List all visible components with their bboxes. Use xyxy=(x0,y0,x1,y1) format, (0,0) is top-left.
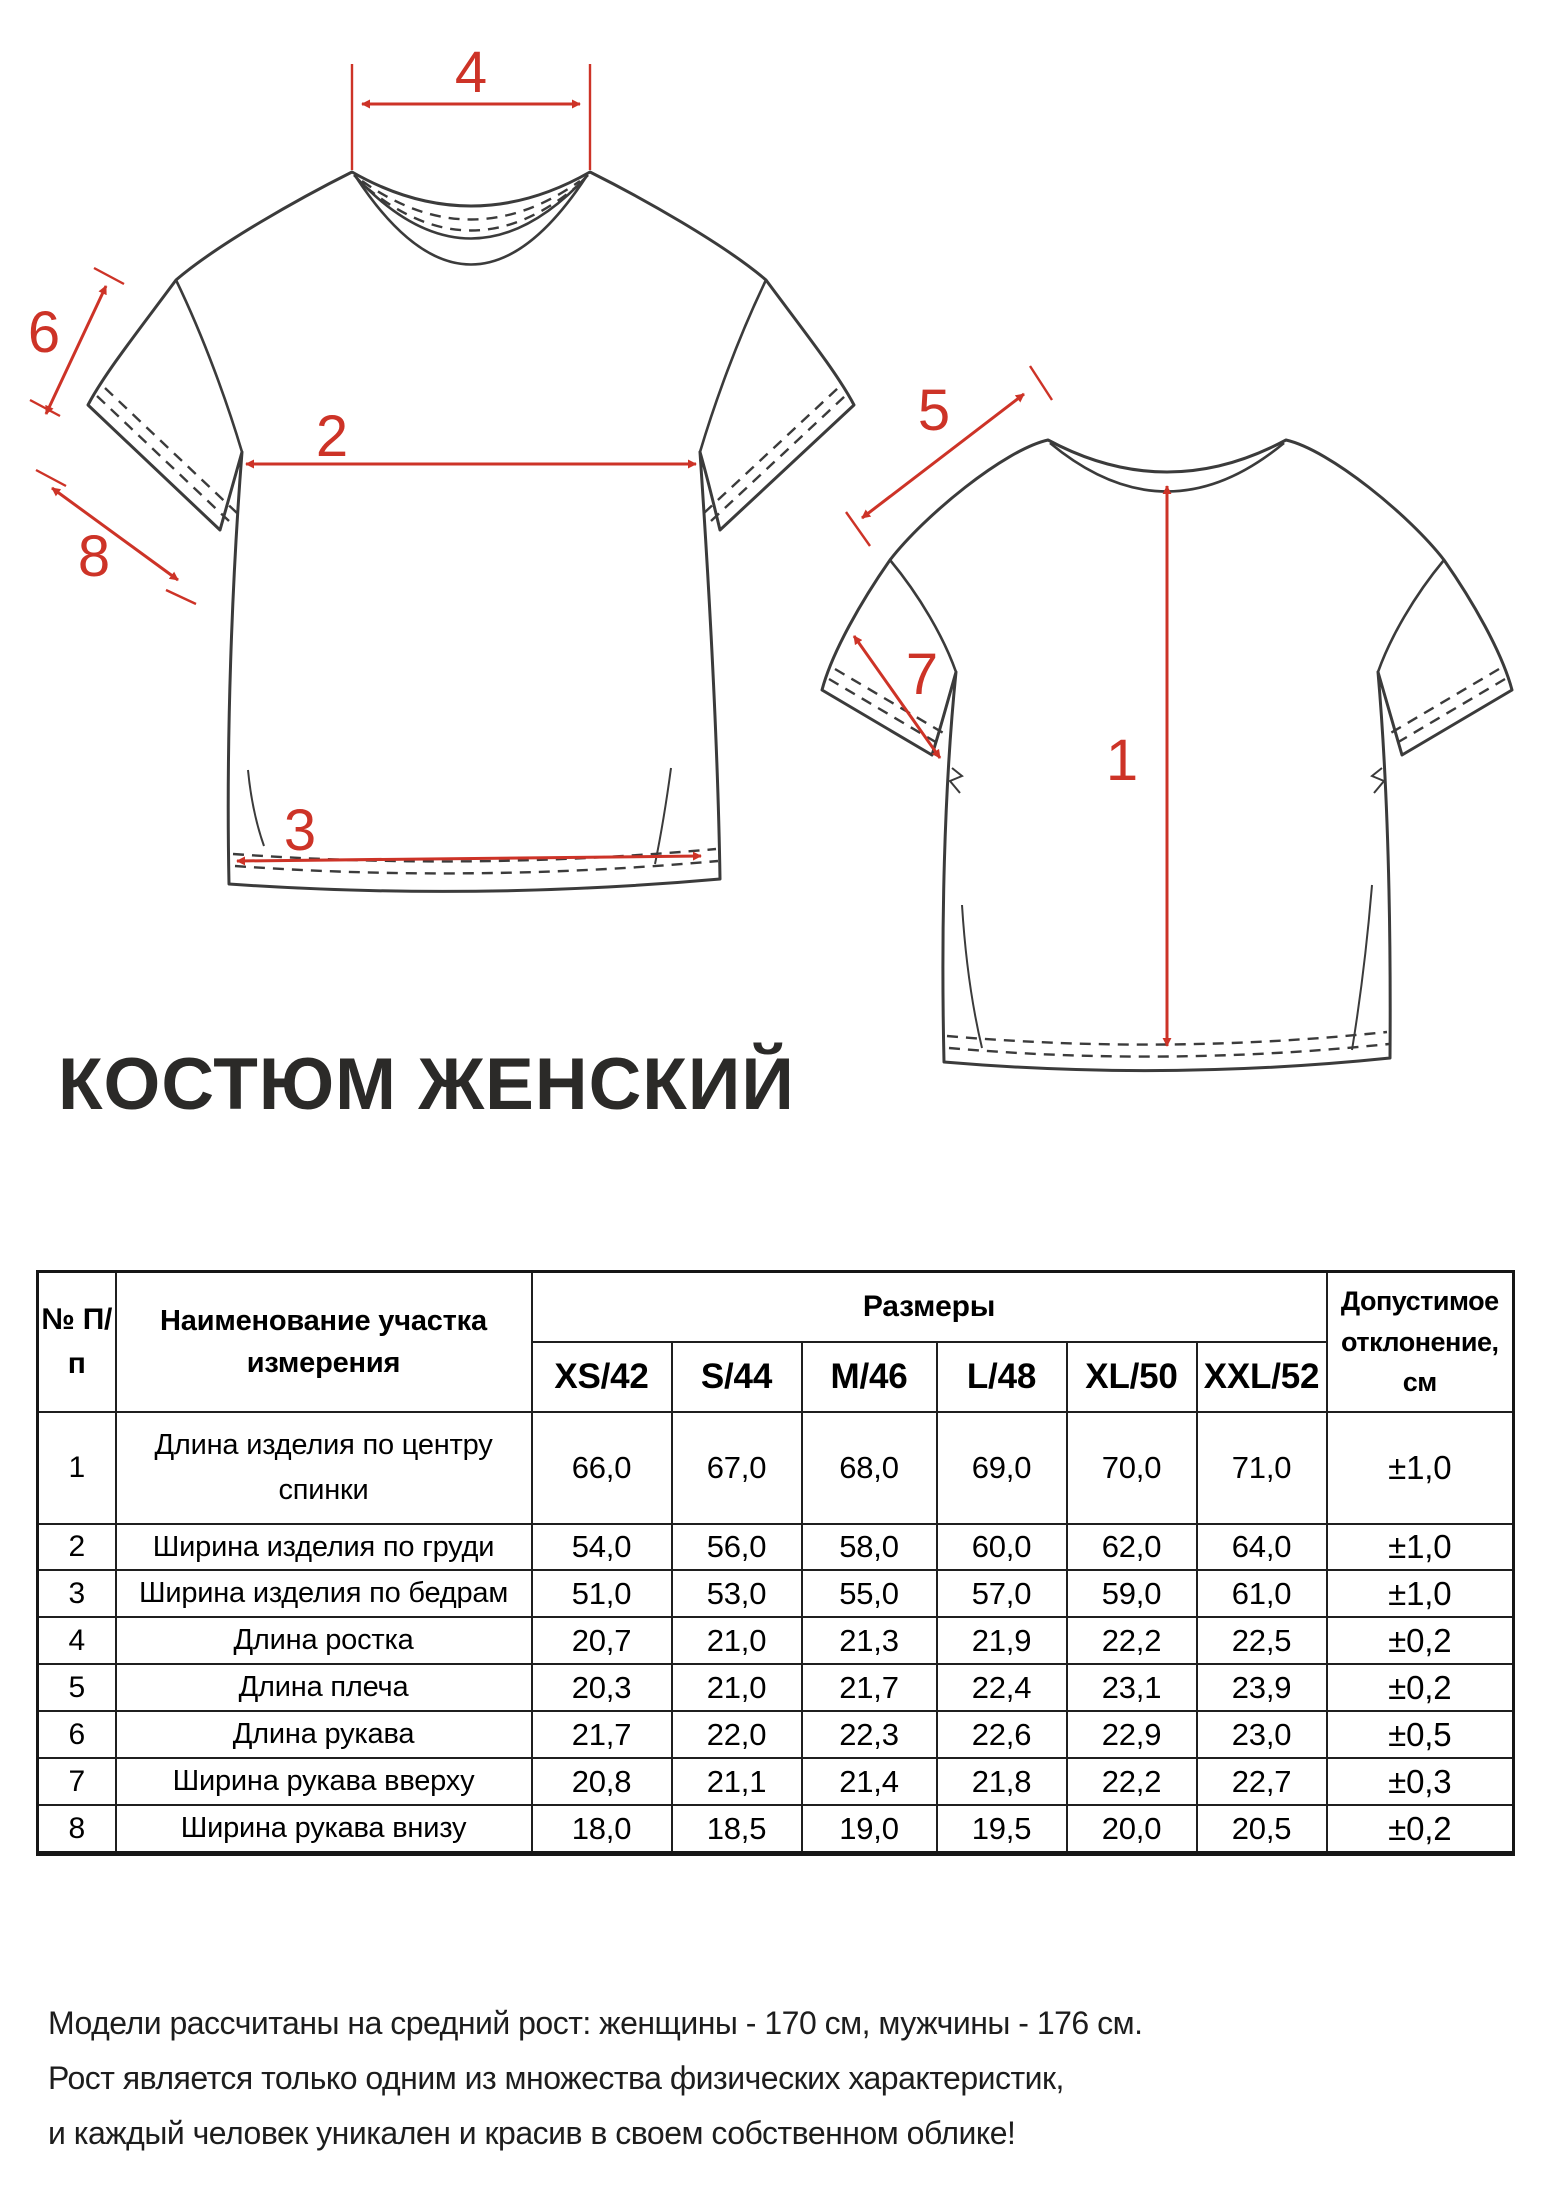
table-cell: 3 xyxy=(38,1570,116,1617)
table-row xyxy=(38,1758,1514,1805)
table-cell: ±0,5 xyxy=(1327,1711,1514,1758)
table-cell: 19,0 xyxy=(802,1805,937,1853)
table-cell: ±1,0 xyxy=(1327,1570,1514,1617)
dim-8-label: 8 xyxy=(77,524,111,589)
header-measure-name: Наименование участка измерения xyxy=(116,1272,532,1412)
table-cell: 59,0 xyxy=(1067,1570,1197,1617)
dim-4-label: 4 xyxy=(454,40,488,105)
table-cell: 22,2 xyxy=(1067,1758,1197,1805)
table-cell: ±1,0 xyxy=(1327,1412,1514,1524)
table-row xyxy=(38,1570,1514,1617)
table-cell: 67,0 xyxy=(672,1412,802,1524)
table-cell: 69,0 xyxy=(937,1412,1067,1524)
footer-line: и каждый человек уникален и красив в своем собственном облике! xyxy=(48,2115,1016,2151)
table-cell: ±0,2 xyxy=(1327,1664,1514,1711)
header-tolerance: Допустимое отклонение, см xyxy=(1327,1272,1514,1412)
table-cell: 2 xyxy=(38,1524,116,1571)
dim-1-label: 1 xyxy=(1105,728,1139,793)
table-cell: 22,2 xyxy=(1067,1617,1197,1664)
table-cell: 20,5 xyxy=(1197,1805,1327,1853)
header-row-number: № П/п xyxy=(38,1272,116,1412)
table-cell: 22,0 xyxy=(672,1711,802,1758)
table-cell: 21,0 xyxy=(672,1664,802,1711)
table-cell: Длина ростка xyxy=(116,1617,532,1664)
table-cell: 1 xyxy=(38,1412,116,1524)
table-cell: 51,0 xyxy=(532,1570,672,1617)
table-cell: 8 xyxy=(38,1805,116,1853)
table-cell: 20,3 xyxy=(532,1664,672,1711)
size-column-header: XS/42 xyxy=(532,1342,672,1412)
table-cell: ±0,2 xyxy=(1327,1617,1514,1664)
table-cell: 21,1 xyxy=(672,1758,802,1805)
table-cell: 22,5 xyxy=(1197,1617,1327,1664)
table-row xyxy=(38,1711,1514,1758)
table-cell: 70,0 xyxy=(1067,1412,1197,1524)
size-column-header: M/46 xyxy=(802,1342,937,1412)
dim-5-tick xyxy=(846,512,870,546)
table-cell: 18,0 xyxy=(532,1805,672,1853)
front-shirt-outline xyxy=(88,172,854,891)
table-cell: 54,0 xyxy=(532,1524,672,1571)
table-cell: 20,7 xyxy=(532,1617,672,1664)
table-cell: 21,4 xyxy=(802,1758,937,1805)
dim-2-label: 2 xyxy=(315,404,349,469)
dim-5-tick xyxy=(1030,366,1052,400)
table-cell: Ширина изделия по груди xyxy=(116,1524,532,1571)
table-cell: 18,5 xyxy=(672,1805,802,1853)
table-cell: 53,0 xyxy=(672,1570,802,1617)
table-cell: 23,0 xyxy=(1197,1711,1327,1758)
table-cell: 22,7 xyxy=(1197,1758,1327,1805)
dim-8-tick xyxy=(36,470,66,486)
table-cell: ±1,0 xyxy=(1327,1524,1514,1571)
table-cell: Длина плеча xyxy=(116,1664,532,1711)
table-cell: 21,7 xyxy=(802,1664,937,1711)
table-row xyxy=(38,1805,1514,1853)
dim-6-tick xyxy=(30,400,60,416)
dim-5-label: 5 xyxy=(917,378,951,443)
table-cell: 7 xyxy=(38,1758,116,1805)
table-cell: 71,0 xyxy=(1197,1412,1327,1524)
table-row xyxy=(38,1664,1514,1711)
table-cell: Длина рукава xyxy=(116,1711,532,1758)
table-cell: 22,3 xyxy=(802,1711,937,1758)
table-cell: 22,4 xyxy=(937,1664,1067,1711)
page-title: КОСТЮМ ЖЕНСКИЙ xyxy=(58,1044,795,1125)
table-cell: 58,0 xyxy=(802,1524,937,1571)
table-cell: Ширина рукава вверху xyxy=(116,1758,532,1805)
table-cell: 21,8 xyxy=(937,1758,1067,1805)
table-cell: 64,0 xyxy=(1197,1524,1327,1571)
size-table-body xyxy=(38,1412,1514,1854)
table-cell: 23,1 xyxy=(1067,1664,1197,1711)
footer-note xyxy=(48,1996,1498,2161)
table-cell: 66,0 xyxy=(532,1412,672,1524)
table-cell: 22,6 xyxy=(937,1711,1067,1758)
footer-line: Рост является только одним из множества физических характеристик, xyxy=(48,2060,1064,2096)
size-table xyxy=(36,1270,1515,1856)
table-cell: Ширина изделия по бедрам xyxy=(116,1570,532,1617)
table-cell: 55,0 xyxy=(802,1570,937,1617)
dim-8-arrow xyxy=(52,488,178,580)
table-cell: 6 xyxy=(38,1711,116,1758)
size-column-header: XL/50 xyxy=(1067,1342,1197,1412)
front-view-shirt xyxy=(88,172,854,891)
table-cell: Длина изделия по центру спинки xyxy=(116,1412,532,1524)
table-cell: 68,0 xyxy=(802,1412,937,1524)
table-header-row xyxy=(38,1272,1514,1342)
dim-8-tick xyxy=(166,590,196,604)
size-column-header: XXL/52 xyxy=(1197,1342,1327,1412)
table-cell: 56,0 xyxy=(672,1524,802,1571)
footer-line: Модели рассчитаны на средний рост: женщины - 170 см, мужчины - 176 см. xyxy=(48,2005,1143,2041)
table-row xyxy=(38,1524,1514,1571)
table-cell: 23,9 xyxy=(1197,1664,1327,1711)
table-row xyxy=(38,1412,1514,1524)
table-cell: 5 xyxy=(38,1664,116,1711)
table-cell: 20,8 xyxy=(532,1758,672,1805)
table-cell: 57,0 xyxy=(937,1570,1067,1617)
table-cell: 22,9 xyxy=(1067,1711,1197,1758)
dim-3-label: 3 xyxy=(283,798,317,863)
header-sizes-group: Размеры xyxy=(532,1272,1327,1342)
dim-6-tick xyxy=(94,268,124,284)
table-row xyxy=(38,1617,1514,1664)
table-cell: 21,3 xyxy=(802,1617,937,1664)
table-cell: ±0,2 xyxy=(1327,1805,1514,1853)
table-cell: 62,0 xyxy=(1067,1524,1197,1571)
dim-6-label: 6 xyxy=(27,300,61,365)
table-cell: 20,0 xyxy=(1067,1805,1197,1853)
table-cell: 21,7 xyxy=(532,1711,672,1758)
table-cell: 61,0 xyxy=(1197,1570,1327,1617)
size-column-header: L/48 xyxy=(937,1342,1067,1412)
size-column-header: S/44 xyxy=(672,1342,802,1412)
table-cell: Ширина рукава внизу xyxy=(116,1805,532,1853)
table-cell: 21,9 xyxy=(937,1617,1067,1664)
table-cell: 60,0 xyxy=(937,1524,1067,1571)
table-cell: 4 xyxy=(38,1617,116,1664)
dim-7-label: 7 xyxy=(905,642,939,707)
table-cell: 19,5 xyxy=(937,1805,1067,1853)
table-cell: 21,0 xyxy=(672,1617,802,1664)
table-cell: ±0,3 xyxy=(1327,1758,1514,1805)
